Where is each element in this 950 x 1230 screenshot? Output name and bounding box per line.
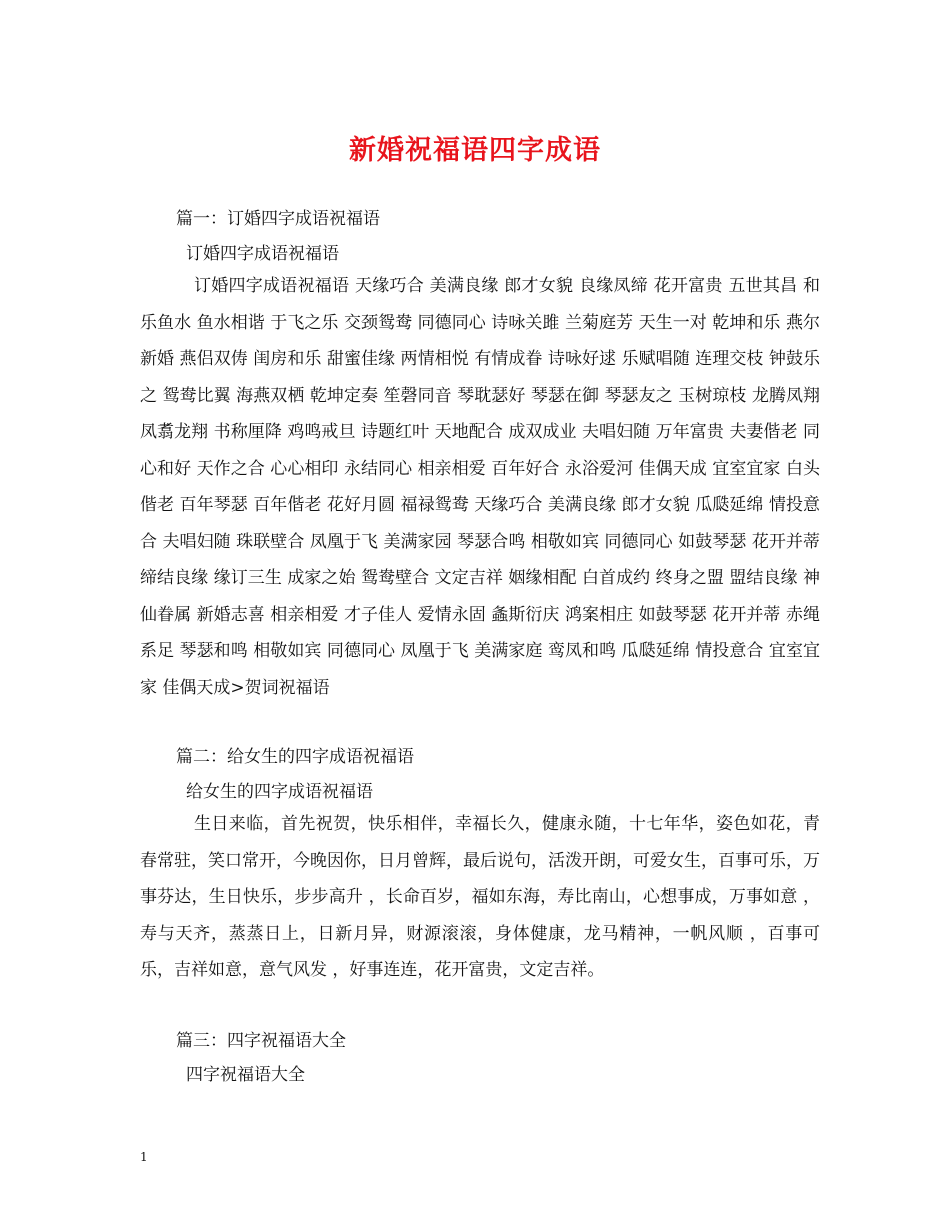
document-title: 新婚祝福语四字成语 — [349, 135, 601, 166]
section3-subheading: 四字祝福语大全 — [186, 1065, 305, 1085]
section3-heading: 篇三：四字祝福语大全 — [176, 1031, 346, 1051]
section2-subheading: 给女生的四字成语祝福语 — [186, 782, 373, 802]
section2-heading: 篇二：给女生的四字成语祝福语 — [176, 747, 414, 767]
section1-body-block — [140, 268, 820, 706]
section2-body: 生日来临，首先祝贺，快乐相伴，幸福长久，健康永随，十七年华，姿色如花，青春常驻，笑口常开，今晚因你，日月曾辉，最后说句，活泼开朗，可爱女生，百事可乐，万事芬达，生日快乐，步步高升 ，长命百岁，福如东海，寿比南山，心想事成，万事如意 ，寿与天齐，蒸蒸日上，日新月异，财源滚滚，身体健康，龙马精神，一帆风顺 ，百事可乐，吉祥如意，意气风发 ，好事连连，花开富贵，文定吉祥。 — [140, 814, 820, 980]
section1-subheading: 订婚四字成语祝福语 — [186, 244, 339, 264]
page-number: 1 — [140, 1150, 148, 1164]
section2-body-block — [140, 806, 820, 989]
section1-body: 订婚四字成语祝福语 天缘巧合 美满良缘 郎才女貌 良缘凤缔 花开富贵 五世其昌 和乐鱼水 鱼水相谐 于飞之乐 交颈鸳鸯 同德同心 诗咏关雎 兰菊庭芳 天生一对 乾坤和乐 燕尔新婚 燕侣双俦 闺房和乐 甜蜜佳缘 两情相悦 有情成眷 诗咏好逑 乐赋唱随 连理交枝 钟鼓乐之 鸳鸯比翼 海燕双栖 乾坤定奏 笙磬同音 琴耽瑟好 琴瑟在御 琴瑟友之 玉树琼枝 龙腾凤翔 凤翥龙翔 书称厘降 鸡鸣戒旦 诗题红叶 天地配合 成双成业 夫唱妇随 万年富贵 夫妻偕老 同心和好 天作之合 心心相印 永结同心 相亲相爱 百年好合 永浴爱河 佳偶天成 宜室宜家 白头偕老 百年琴瑟 百年偕老 花好月圆 福禄鸳鸯 天缘巧合 美满良缘 郎才女貌 瓜瓞延绵 情投意合 夫唱妇随 珠联壁合 凤凰于飞 美满家园 琴瑟合鸣 相敬如宾 同德同心 如鼓琴瑟 花开并蒂 缔结良缘 缘订三生 成家之始 鸳鸯壁合 文定吉祥 姻缘相配 白首成约 终身之盟 盟结良缘 神仙眷属 新婚志喜 相亲相爱 才子佳人 爱情永固 螽斯衍庆 鸿案相庄 如鼓琴瑟 花开并蒂 赤绳系足 琴瑟和鸣 相敬如宾 同德同心 凤凰于飞 美满家庭 鸾凤和鸣 瓜瓞延绵 情投意合 宜室宜家 佳偶天成>贺词祝福语 — [140, 276, 820, 698]
section1-heading: 篇一：订婚四字成语祝福语 — [176, 209, 380, 229]
